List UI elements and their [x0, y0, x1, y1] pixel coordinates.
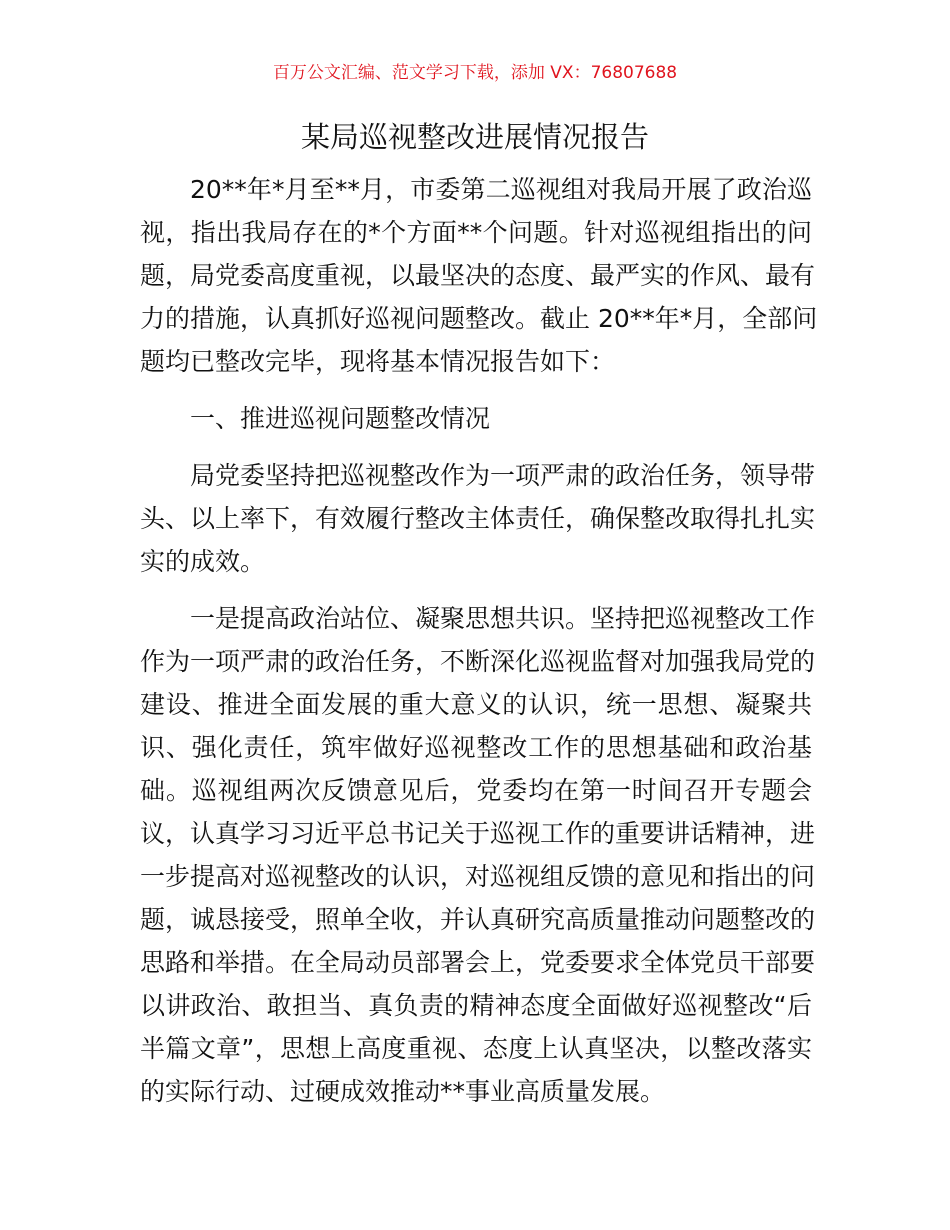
text-line: 一是提高政治站位、凝聚思想共识。坚持把巡视整改工作 [190, 604, 816, 633]
paragraph [140, 597, 816, 1113]
paragraph [140, 168, 818, 383]
text-line: 作为一项严肃的政治任务，不断深化巡视监督对加强我局党的 [140, 647, 816, 676]
text-line: 半篇文章”，思想上高度重视、态度上认真坚决，以整改落实 [140, 1034, 812, 1063]
paragraph [140, 454, 816, 583]
text-line: 识、强化责任，筑牢做好巡视整改工作的思想基础和政治基 [140, 733, 812, 762]
text-line: 议，认真学习习近平总书记关于巡视工作的重要讲话精神，进 [140, 819, 816, 848]
text-line: 思路和举措。在全局动员部署会上，党委要求全体党员干部要 [140, 948, 816, 977]
text-line: 实的成效。 [140, 547, 266, 576]
text-line: 题均已整改完毕，现将基本情况报告如下： [140, 347, 616, 376]
text-line: 头、以上率下，有效履行整改主体责任，确保整改取得扎扎实 [140, 504, 816, 533]
document-body [140, 168, 818, 1127]
text-line: 20**年*月至**月，市委第二巡视组对我局开展了政治巡 [190, 175, 812, 204]
text-line: 一、推进巡视问题整改情况 [190, 404, 491, 433]
document-title: 某局巡视整改进展情况报告 [300, 120, 649, 154]
text-line: 一步提高对巡视整改的认识，对巡视组反馈的意见和指出的问 [140, 862, 816, 891]
text-line: 视，指出我局存在的*个方面**个问题。针对巡视组指出的问 [140, 218, 812, 247]
text-line: 以讲政治、敢担当、真负责的精神态度全面做好巡视整改“后 [140, 991, 812, 1020]
text-line: 力的措施，认真抓好巡视问题整改。截止 20**年*月，全部问 [140, 304, 818, 333]
text-line: 建设、推进全面发展的重大意义的认识，统一思想、凝聚共 [140, 690, 812, 719]
text-line: 题，诚恳接受，照单全收，并认真研究高质量推动问题整改的 [140, 905, 816, 934]
text-line: 题，局党委高度重视，以最坚决的态度、最严实的作风、最有 [140, 261, 816, 290]
text-line: 础。巡视组两次反馈意见后，党委均在第一时间召开专题会 [140, 776, 812, 805]
text-line: 局党委坚持把巡视整改作为一项严肃的政治任务，领导带 [190, 461, 816, 490]
section-heading [140, 397, 812, 440]
text-line: 的实际行动、过硬成效推动**事业高质量发展。 [140, 1077, 666, 1106]
watermark-banner: 百万公文汇编、范文学习下载，添加 VX：76807688 [272, 63, 678, 83]
